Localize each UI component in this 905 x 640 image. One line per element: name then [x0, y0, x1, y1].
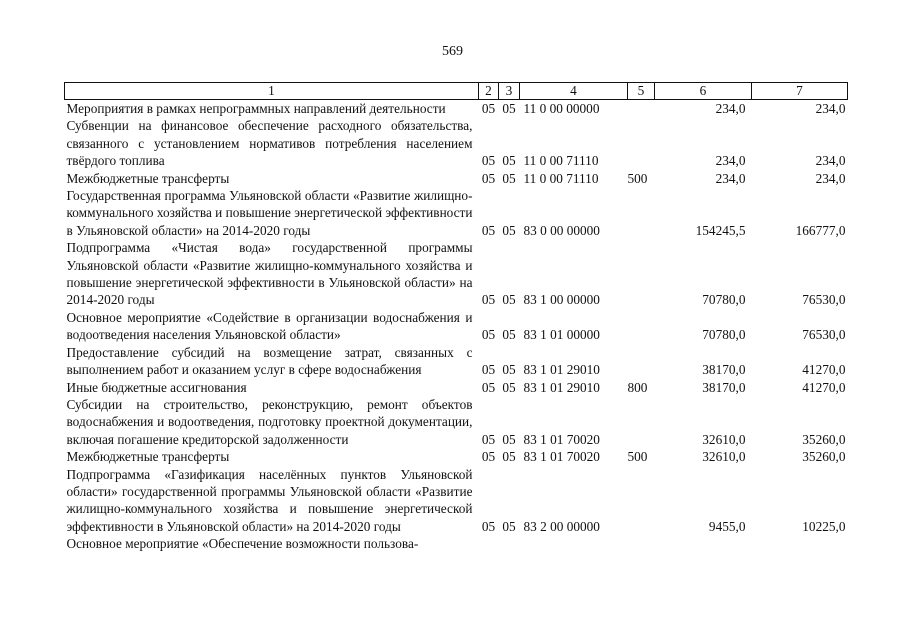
row-subsection: 05	[502, 222, 516, 238]
row-amount-col6: 38170,0	[702, 362, 746, 378]
row-amount-col6	[655, 535, 752, 552]
page-number: 569	[442, 44, 463, 59]
column-header-3: 3	[499, 83, 520, 100]
row-name: Подпрограмма «Газификация населённых пунктов Ульяновской области» государственной программы Ульяновской области «Развитие жилищно-коммунального хозяйства и повышение энергетической эффективности в Ульяновской области» на 2014-2020 годы	[66, 466, 473, 534]
row-amount-col7: 35260,0	[802, 431, 846, 447]
row-subsection: 05	[502, 153, 516, 169]
row-target-article: 83 1 01 29010	[523, 379, 600, 395]
row-section: 05	[481, 518, 496, 534]
table-row	[65, 117, 848, 169]
row-expense-type	[628, 187, 655, 239]
row-subsection: 05	[502, 449, 516, 465]
table-row	[65, 309, 848, 344]
row-target-article: 11 0 00 00000	[523, 101, 600, 116]
row-amount-col6: 38170,0	[702, 379, 746, 395]
row-section: 05	[481, 170, 496, 186]
row-name: Межбюджетные трансферты	[66, 449, 230, 465]
row-amount-col6: 154245,5	[695, 222, 746, 238]
row-section: 05	[481, 327, 496, 343]
table-row	[65, 535, 848, 552]
row-section: 05	[481, 449, 496, 465]
row-amount-col7: 76530,0	[802, 292, 846, 308]
row-amount-col7: 234,0	[815, 170, 846, 186]
column-header-6: 6	[655, 83, 752, 100]
row-subsection: 05	[502, 170, 516, 186]
row-section: 05	[481, 431, 496, 447]
row-subsection: 05	[502, 431, 516, 447]
row-section: 05	[481, 153, 496, 169]
table-row	[65, 466, 848, 536]
column-header-2: 2	[479, 83, 499, 100]
row-expense-type	[628, 239, 655, 309]
row-amount-col6: 70780,0	[702, 327, 746, 343]
row-amount-col6: 70780,0	[702, 292, 746, 308]
row-expense-type: 500	[627, 170, 648, 186]
row-target-article: 11 0 00 71110	[523, 153, 599, 169]
column-header-5: 5	[628, 83, 655, 100]
row-expense-type: 800	[627, 379, 648, 395]
column-header-4: 4	[520, 83, 628, 100]
row-target-article: 83 1 00 00000	[523, 292, 600, 308]
row-amount-col6: 9455,0	[708, 518, 746, 534]
row-target-article: 83 1 01 70020	[523, 449, 600, 465]
row-expense-type	[628, 396, 655, 448]
row-name: Подпрограмма «Чистая вода» государственной программы Ульяновской области «Развитие жилищно-коммунального хозяйства и повышение энергетической эффективности в Ульяновской области» на 2014-2020 годы	[66, 240, 473, 308]
row-section: 05	[481, 101, 496, 116]
row-section: 05	[481, 362, 496, 378]
column-header-7: 7	[752, 83, 848, 100]
table-row	[65, 396, 848, 448]
table-row	[65, 379, 848, 396]
row-amount-col7: 234,0	[815, 101, 846, 116]
row-amount-col7: 10225,0	[802, 518, 846, 534]
row-section: 05	[481, 379, 496, 395]
row-subsection: 05	[502, 101, 516, 116]
row-name: Иные бюджетные ассигнования	[66, 379, 247, 395]
row-expense-type	[628, 100, 655, 118]
row-amount-col7: 41270,0	[802, 362, 846, 378]
row-amount-col7: 166777,0	[795, 222, 846, 238]
row-amount-col6: 234,0	[715, 170, 746, 186]
row-section	[479, 535, 499, 552]
row-name: Мероприятия в рамках непрограммных направлений деятельности	[66, 101, 446, 116]
row-subsection: 05	[502, 292, 516, 308]
row-amount-col6: 32610,0	[702, 449, 746, 465]
table-body	[65, 100, 848, 553]
row-subsection: 05	[502, 518, 516, 534]
row-name: Предоставление субсидий на возмещение затрат, связанных с выполнением работ и оказанием услуг в сфере водоснабжения	[66, 344, 473, 378]
row-amount-col7	[752, 535, 848, 552]
row-amount-col7: 76530,0	[802, 327, 846, 343]
row-name: Субсидии на строительство, реконструкцию, ремонт объектов водоснабжения и водоотведения, подготовку проектной документации, включая погашение кредиторской задолженности	[66, 396, 473, 447]
row-name: Основное мероприятие «Обеспечение возможности пользова-	[66, 536, 419, 552]
row-target-article: 83 1 01 00000	[523, 327, 600, 343]
row-target-article: 83 1 01 70020	[523, 431, 600, 447]
row-target-article: 83 0 00 00000	[523, 222, 600, 238]
row-amount-col7: 35260,0	[802, 449, 846, 465]
row-amount-col6: 32610,0	[702, 431, 746, 447]
table-row	[65, 100, 848, 118]
row-expense-type	[628, 466, 655, 536]
row-subsection	[499, 535, 520, 552]
row-amount-col6: 234,0	[715, 101, 746, 116]
row-target-article	[520, 535, 628, 552]
row-expense-type	[628, 117, 655, 169]
row-expense-type: 500	[627, 449, 648, 465]
column-header-1: 1	[65, 83, 479, 100]
row-name: Основное мероприятие «Содействие в организации водоснабжения и водоотведения населения Ульяновской области»	[66, 309, 473, 343]
table-header-row	[65, 83, 848, 100]
row-target-article: 11 0 00 71110	[523, 170, 599, 186]
row-target-article: 83 2 00 00000	[523, 518, 600, 534]
row-name: Межбюджетные трансферты	[66, 170, 230, 186]
row-subsection: 05	[502, 362, 516, 378]
table-row	[65, 187, 848, 239]
row-amount-col7: 41270,0	[802, 379, 846, 395]
table-row	[65, 239, 848, 309]
row-name: Государственная программа Ульяновской области «Развитие жилищно-коммунального хозяйства и повышение энергетической эффективности в Ульяновской области» на 2014-2020 годы	[66, 188, 473, 238]
row-expense-type	[628, 344, 655, 379]
row-target-article: 83 1 01 29010	[523, 362, 600, 378]
table-row	[65, 170, 848, 187]
row-amount-col6: 234,0	[715, 153, 746, 169]
table-row	[65, 344, 848, 379]
row-subsection: 05	[502, 379, 516, 395]
row-subsection: 05	[502, 327, 516, 343]
row-expense-type	[628, 309, 655, 344]
row-name: Субвенции на финансовое обеспечение расходного обязательства, связанного с установлением нормативов потребления населением твёрдого топлива	[66, 118, 473, 169]
budget-table	[64, 82, 848, 553]
table-row	[65, 448, 848, 465]
row-section: 05	[481, 292, 496, 308]
row-section: 05	[481, 222, 496, 238]
row-amount-col7: 234,0	[815, 153, 846, 169]
row-expense-type	[628, 535, 655, 552]
